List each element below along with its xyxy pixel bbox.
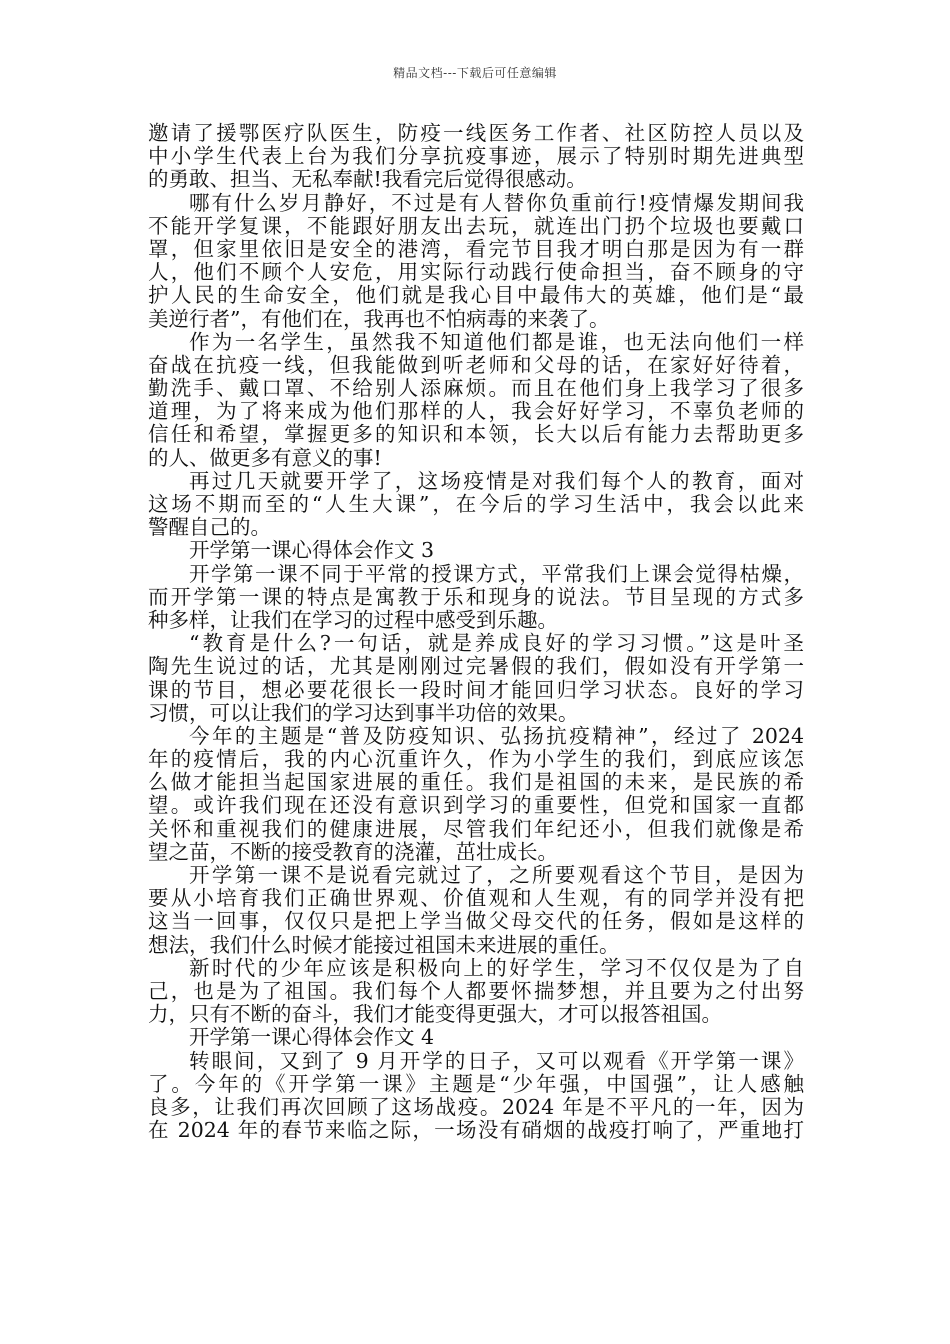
text-line: 人，他们不顾个人安危，用实际行动践行使命担当，奋不顾身的守 [148,260,804,285]
text-line: 了。今年的《开学第一课》主题是“少年强，中国强”，让人感触 [148,1071,804,1096]
text-line: 哪有什么岁月静好，不过是有人替你负重前行!疫情爆发期间我 [189,190,804,215]
text-line: 要从小培育我们正确世界观、价值观和人生观，有的同学并没有把 [148,886,804,911]
document-body [148,122,804,1142]
text-line: 力，只有不断的奋斗，我们才能变得更强大，才可以报答祖国。 [148,1002,722,1027]
text-line: 在 2024 年的春节来临之际，一场没有硝烟的战疫打响了，严重地打 [148,1118,804,1143]
text-line: 这场不期而至的“人生大课”，在今后的学习生活中，我会以此来 [148,492,804,516]
text-line: 勤洗手、戴口罩、不给别人添麻烦。而且在他们身上我学习了很多 [148,376,804,401]
text-line: 道理，为了将来成为他们那样的人，我会好好学习，不辜负老师的 [148,399,804,424]
text-line: 美逆行者”，有他们在，我再也不怕病毒的来袭了。 [148,306,610,331]
text-line: 开学第一课心得体会作文 3 [189,538,435,563]
text-line: 想法，我们什么时候才能接过祖国未来进展的重任。 [148,932,620,957]
text-line: 而开学第一课的特点是寓教于乐和现身的说法。节目呈现的方式多 [148,584,804,609]
text-line: 陶先生说过的话，尤其是刚刚过完暑假的我们，假如没有开学第一 [148,654,804,679]
text-line: 今年的主题是“普及防疫知识、弘扬抗疫精神”，经过了 2024 [189,723,804,748]
text-line: 开学第一课不是说看完就过了，之所要观看这个节目，是因为 [189,863,804,887]
text-line: 警醒自己的。 [148,515,271,540]
text-line: 信任和希望，掌握更多的知识和本领，长大以后有能力去帮助更多 [148,422,804,447]
text-line: 种多样，让我们在学习的过程中感受到乐趣。 [148,607,558,632]
text-line: 课的节目，想必要花很长一段时间才能回归学习状态。良好的学习 [148,677,804,702]
text-line: 护人民的生命安全，他们就是我心目中最伟大的英雄，他们是“最 [148,283,804,308]
text-line: 中小学生代表上台为我们分享抗疫事迹，展示了特别时期先进典型 [148,144,804,169]
text-line: 开学第一课不同于平常的授课方式，平常我们上课会觉得枯燥， [189,561,804,586]
text-line: 望。或许我们现在还没有意识到学习的重要性，但党和国家一直都 [148,793,804,818]
text-line: 开学第一课心得体会作文 4 [189,1025,435,1050]
text-line: 么做才能担当起国家进展的重任。我们是祖国的未来，是民族的希 [148,770,804,795]
page-header: 精品文档---下载后可任意编辑 [393,66,557,80]
text-line: 良多，让我们再次回顾了这场战疫。2024 年是不平凡的一年，因为 [148,1094,804,1119]
text-line: 关怀和重视我们的健康进展，尽管我们年纪还小，但我们就像是希 [148,816,804,841]
text-line: 再过几天就要开学了，这场疫情是对我们每个人的教育，面对 [189,468,804,493]
text-line: 奋战在抗疫一线，但我能做到听老师和父母的话，在家好好待着， [148,352,804,377]
text-line: 习惯，可以让我们的学习达到事半功倍的效果。 [148,700,579,725]
text-line: 望之苗，不断的接受教育的浇灌，茁壮成长。 [148,839,558,864]
text-line: 罩，但家里依旧是安全的港湾，看完节目我才明白那是因为有一群 [148,236,804,261]
text-line: 这当一回事，仅仅只是把上学当做父母交代的任务，假如是这样的 [148,909,804,934]
text-line: 邀请了援鄂医疗队医生，防疫一线医务工作者、社区防控人员以及 [148,121,804,145]
text-line: 的勇敢、担当、无私奉献!我看完后觉得很感动。 [148,167,587,192]
text-line: 新时代的少年应该是积极向上的好学生，学习不仅仅是为了自 [189,955,804,980]
text-line: 不能开学复课，不能跟好朋友出去玩，就连出门扔个垃圾也要戴口 [148,213,804,238]
text-line: 作为一名学生，虽然我不知道他们都是谁，也无法向他们一样 [189,329,804,354]
text-line: 转眼间，又到了 9 月开学的日子，又可以观看《开学第一课》 [189,1048,804,1073]
text-line: 的人、做更多有意义的事! [148,445,382,470]
text-line: 年的疫情后，我的内心沉重许久，作为小学生的我们，到底应该怎 [148,747,804,772]
text-line: 己，也是为了祖国。我们每个人都要怀揣梦想，并且要为之付出努 [148,978,804,1003]
text-line: “教育是什么?一句话，就是养成良好的学习习惯。”这是叶圣 [189,631,804,656]
